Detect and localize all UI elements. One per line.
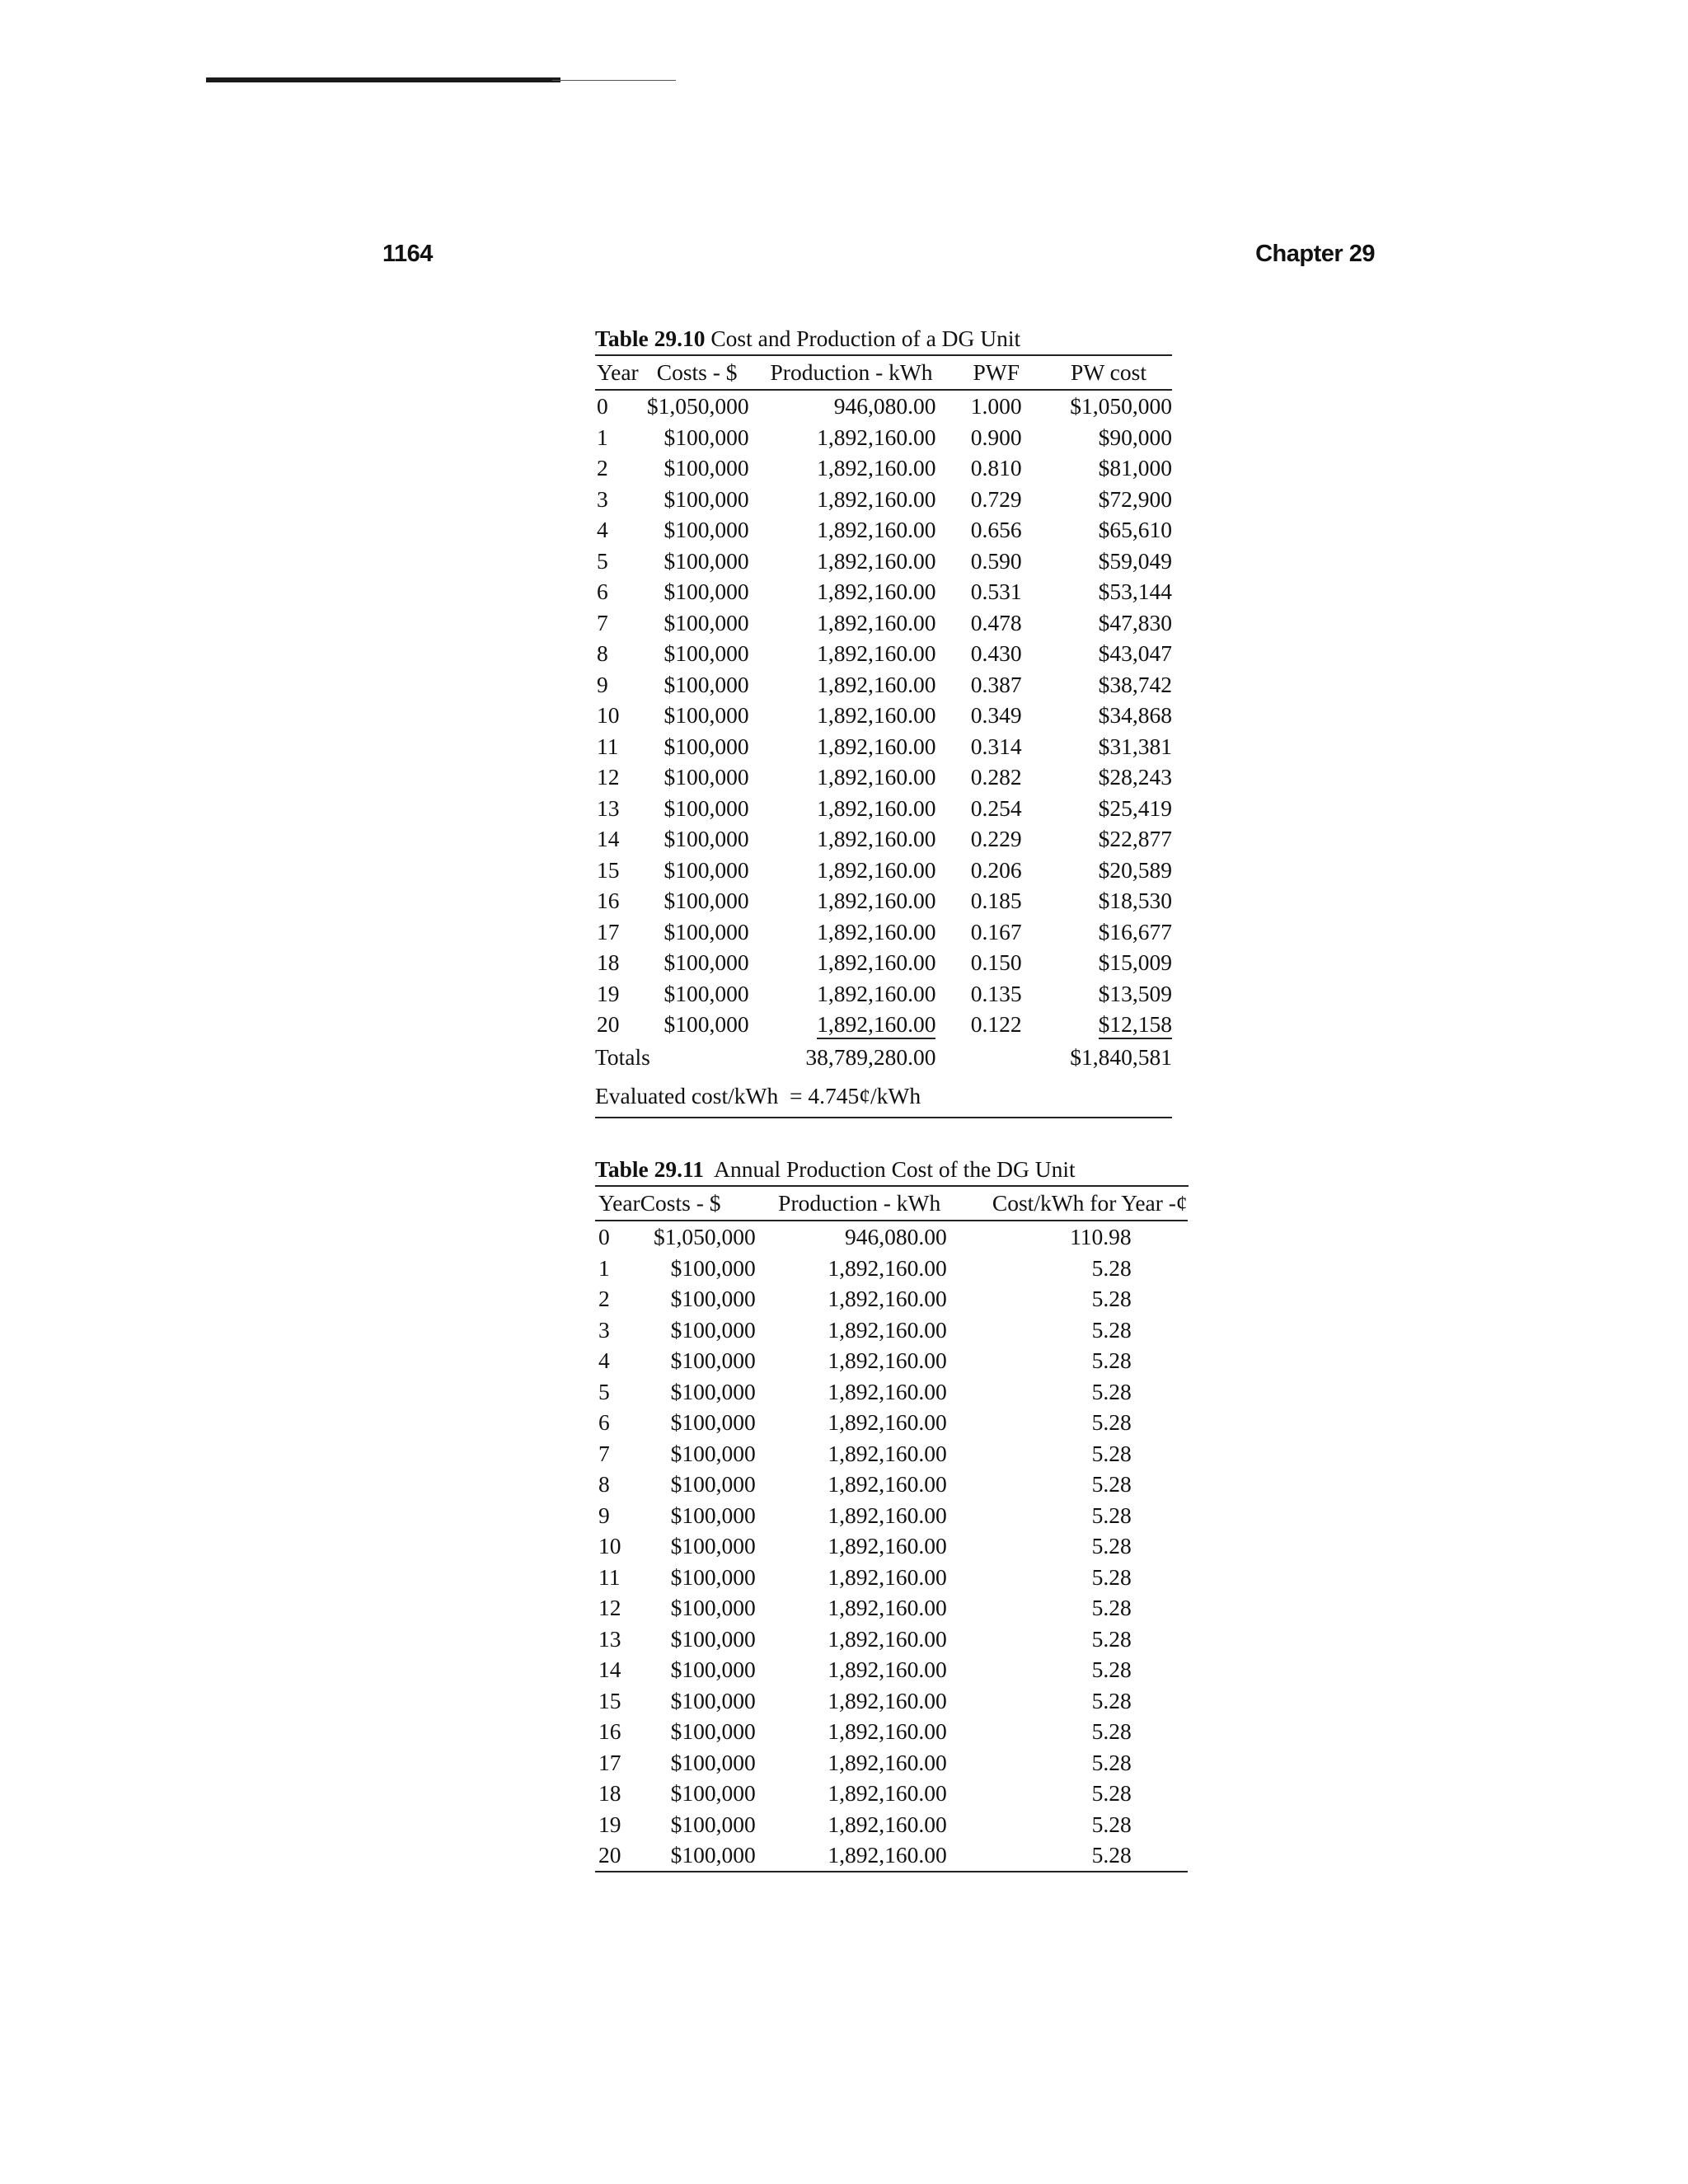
production-cell: 1,892,160.00	[828, 1780, 947, 1806]
costs-cell: $100,000	[663, 671, 749, 697]
year-cell: 15	[598, 1687, 621, 1713]
production-cell: 1,892,160.00	[828, 1625, 947, 1652]
table-row	[595, 916, 1172, 948]
table-row	[595, 793, 1172, 824]
table-row	[595, 1530, 1188, 1562]
pwf-cell: 0.349	[970, 702, 1022, 728]
year-cell: 2	[597, 455, 608, 480]
costs-cell: $100,000	[663, 517, 749, 542]
year-cell: 17	[597, 918, 620, 944]
year-cell: 14	[597, 826, 620, 851]
totals-label: Totals	[595, 1043, 650, 1070]
header-row	[595, 1187, 1188, 1221]
year-cell: 7	[597, 609, 608, 635]
year-cell: 6	[597, 579, 608, 604]
costs-cell: $100,000	[670, 1533, 756, 1558]
year-cell: 1	[598, 1254, 610, 1281]
totals-row	[595, 1040, 1172, 1073]
year-cell: 18	[597, 949, 620, 975]
year-cell: 9	[597, 671, 608, 697]
table-row	[595, 947, 1172, 978]
production-cell: 1,892,160.00	[828, 1749, 947, 1775]
pw-cost-cell: $1,050,000	[1070, 393, 1172, 419]
table-row	[595, 1253, 1188, 1284]
production-cell: 1,892,160.00	[817, 640, 936, 666]
cost-per-kwh-cell: 5.28	[1091, 1378, 1132, 1404]
production-cell: 1,892,160.00	[817, 517, 936, 542]
production-cell: 1,892,160.00	[828, 1657, 947, 1682]
production-cell: 1,892,160.00	[828, 1347, 947, 1373]
pwf-cell: 1.000	[970, 393, 1022, 419]
table-row	[595, 823, 1172, 855]
year-cell: 16	[598, 1718, 621, 1744]
costs-cell: $100,000	[663, 547, 749, 574]
production-cell: 1,892,160.00	[817, 609, 936, 635]
pw-cost-cell: $13,509	[1098, 980, 1172, 1006]
chapter-label: Chapter 29	[1255, 241, 1375, 267]
production-cell: 1,892,160.00	[817, 455, 936, 480]
table-row	[595, 1840, 1188, 1872]
year-cell: 15	[597, 856, 620, 883]
year-cell: 12	[598, 1595, 621, 1620]
year-cell: 19	[598, 1811, 621, 1837]
table-cost-production	[595, 323, 1172, 1118]
costs-cell: $100,000	[663, 794, 749, 821]
production-cell: 1,892,160.00	[828, 1378, 947, 1404]
year-cell: 7	[598, 1440, 610, 1466]
costs-cell: $100,000	[663, 856, 749, 883]
pwf-cell: 0.729	[970, 485, 1022, 512]
data-table	[595, 356, 1172, 1072]
table-title: Annual Production Cost of the DG Unit	[703, 1156, 1076, 1182]
table-row	[595, 1438, 1188, 1469]
cost-per-kwh-cell: 5.28	[1091, 1533, 1132, 1558]
table-row	[595, 1809, 1188, 1840]
year-cell: 3	[598, 1316, 610, 1343]
costs-cell: $100,000	[670, 1347, 756, 1373]
pwf-cell: 0.810	[970, 455, 1022, 480]
production-cell: 1,892,160.00	[828, 1687, 947, 1713]
table-annual-production-cost	[595, 1154, 1189, 1872]
year-cell: 11	[597, 733, 619, 759]
production-cell: 1,892,160.00	[817, 733, 936, 759]
costs-cell: $100,000	[663, 609, 749, 635]
pw-cost-cell: $15,009	[1098, 949, 1172, 975]
costs-cell: $100,000	[670, 1471, 756, 1497]
table-row	[595, 546, 1172, 577]
cost-per-kwh-cell: 5.28	[1091, 1811, 1132, 1837]
costs-cell: $100,000	[670, 1780, 756, 1806]
pw-cost-cell: $34,868	[1098, 702, 1172, 728]
column-header-cost-per-kwh: Cost/kWh for Year -¢	[992, 1190, 1188, 1216]
pwf-cell: 0.900	[970, 424, 1022, 450]
pw-cost-cell: $65,610	[1098, 517, 1172, 542]
pwf-cell: 0.282	[970, 764, 1022, 790]
pw-cost-cell: $31,381	[1098, 733, 1172, 759]
pw-cost-cell: $38,742	[1098, 671, 1172, 697]
pwf-cell: 0.229	[970, 826, 1022, 851]
header-row	[595, 356, 1172, 390]
table-title: Cost and Production of a DG Unit	[705, 326, 1021, 351]
costs-cell: $100,000	[670, 1657, 756, 1682]
pwf-cell: 0.387	[970, 671, 1022, 697]
production-cell: 1,892,160.00	[817, 1011, 935, 1039]
cost-per-kwh-cell: 5.28	[1091, 1347, 1132, 1373]
column-header-year: Year	[598, 1190, 640, 1216]
production-cell: 1,892,160.00	[817, 949, 936, 975]
table-row	[595, 1654, 1188, 1685]
evaluated-cost-text: Evaluated cost/kWh = 4.745¢/kWh	[595, 1083, 921, 1108]
year-cell: 16	[597, 888, 620, 913]
costs-cell: $100,000	[663, 888, 749, 913]
pw-cost-cell: $72,900	[1098, 485, 1172, 512]
production-cell: 1,892,160.00	[828, 1811, 947, 1837]
pw-cost-cell: $47,830	[1098, 609, 1172, 635]
year-cell: 12	[597, 764, 620, 790]
production-cell: 1,892,160.00	[817, 794, 936, 821]
table-row	[595, 390, 1172, 422]
table-row	[595, 576, 1172, 607]
costs-cell: $100,000	[663, 702, 749, 728]
production-cell: 1,892,160.00	[817, 980, 936, 1006]
table-row	[595, 484, 1172, 515]
pwf-cell: 0.206	[970, 856, 1022, 883]
pwf-cell: 0.590	[970, 547, 1022, 574]
table-row	[595, 1407, 1188, 1438]
table-row	[595, 422, 1172, 453]
cost-per-kwh-cell: 5.28	[1091, 1502, 1132, 1528]
pw-cost-cell: $16,677	[1098, 918, 1172, 944]
header-rule	[206, 77, 676, 82]
year-cell: 0	[597, 393, 608, 419]
production-cell: 1,892,160.00	[828, 1502, 947, 1528]
costs-cell: $100,000	[670, 1316, 756, 1343]
pwf-cell: 0.478	[970, 609, 1022, 635]
production-cell: 1,892,160.00	[817, 918, 936, 944]
production-cell: 1,892,160.00	[828, 1254, 947, 1281]
costs-cell: $100,000	[670, 1749, 756, 1775]
costs-cell: $100,000	[670, 1502, 756, 1528]
costs-cell: $100,000	[670, 1286, 756, 1311]
year-cell: 20	[598, 1842, 621, 1868]
cost-per-kwh-cell: 5.28	[1091, 1286, 1132, 1311]
pw-cost-cell: $20,589	[1098, 856, 1172, 883]
costs-cell: $1,050,000	[646, 393, 749, 419]
year-cell: 5	[597, 547, 608, 574]
pw-cost-cell: $12,158	[1099, 1011, 1172, 1039]
cost-per-kwh-cell: 5.28	[1091, 1780, 1132, 1806]
pw-cost-cell: $43,047	[1098, 640, 1172, 666]
costs-cell: $100,000	[663, 733, 749, 759]
cost-per-kwh-cell: 5.28	[1091, 1718, 1132, 1744]
cost-per-kwh-cell: 5.28	[1091, 1625, 1132, 1652]
table-row	[595, 1376, 1188, 1408]
production-cell: 1,892,160.00	[828, 1286, 947, 1311]
production-cell: 1,892,160.00	[828, 1533, 947, 1558]
table-row	[595, 1315, 1188, 1346]
cost-per-kwh-cell: 5.28	[1091, 1749, 1132, 1775]
evaluated-cost	[595, 1072, 1172, 1118]
costs-cell: $100,000	[663, 485, 749, 512]
table-row	[595, 452, 1172, 484]
table-caption	[595, 323, 1172, 356]
column-header-pwf: PWF	[973, 359, 1020, 385]
pwf-cell: 0.135	[970, 980, 1022, 1006]
costs-cell: $100,000	[670, 1595, 756, 1620]
costs-cell: $100,000	[670, 1842, 756, 1868]
table-row	[595, 1716, 1188, 1747]
table-row	[595, 1747, 1188, 1779]
costs-cell: $100,000	[670, 1811, 756, 1837]
production-cell: 1,892,160.00	[828, 1718, 947, 1744]
year-cell: 10	[597, 702, 620, 728]
pw-cost-cell: $53,144	[1098, 579, 1172, 604]
table-row	[595, 1009, 1172, 1040]
pw-cost-cell: $81,000	[1098, 455, 1172, 480]
production-cell: 1,892,160.00	[828, 1595, 947, 1620]
data-table	[595, 1187, 1188, 1872]
table-row	[595, 1283, 1188, 1315]
year-cell: 11	[598, 1563, 621, 1590]
production-cell: 1,892,160.00	[828, 1316, 947, 1343]
header-rule-thick	[206, 77, 560, 82]
table-row	[595, 607, 1172, 639]
production-cell: 1,892,160.00	[817, 856, 936, 883]
header-rule-thin	[552, 80, 676, 81]
production-cell: 1,892,160.00	[828, 1409, 947, 1435]
table-row	[595, 700, 1172, 731]
costs-cell: $100,000	[663, 424, 749, 450]
production-cell: 1,892,160.00	[828, 1563, 947, 1590]
totals-pw-cost: $1,840,581	[1070, 1043, 1172, 1070]
production-cell: 1,892,160.00	[817, 764, 936, 790]
table-row	[595, 1469, 1188, 1500]
table-caption	[595, 1154, 1189, 1187]
pw-cost-cell: $90,000	[1098, 424, 1172, 450]
year-cell: 6	[598, 1409, 610, 1435]
production-cell: 1,892,160.00	[817, 671, 936, 697]
column-header-production: Production - kWh	[770, 359, 933, 385]
year-cell: 19	[597, 980, 620, 1006]
production-cell: 1,892,160.00	[828, 1471, 947, 1497]
production-cell: 1,892,160.00	[817, 888, 936, 913]
table-row	[595, 669, 1172, 701]
table-row	[595, 1345, 1188, 1376]
column-header-costs: Costs - $	[640, 1190, 721, 1216]
pwf-cell: 0.656	[970, 517, 1022, 542]
production-cell: 1,892,160.00	[817, 424, 936, 450]
table-row	[595, 1592, 1188, 1624]
year-cell: 4	[598, 1347, 610, 1373]
year-cell: 2	[598, 1286, 610, 1311]
table-row	[595, 731, 1172, 762]
production-cell: 1,892,160.00	[817, 579, 936, 604]
table-body	[595, 390, 1172, 1040]
costs-cell: $100,000	[663, 455, 749, 480]
year-cell: 5	[598, 1378, 610, 1404]
year-cell: 0	[598, 1224, 610, 1249]
year-cell: 8	[597, 640, 608, 666]
cost-per-kwh-cell: 5.28	[1091, 1842, 1132, 1868]
cost-per-kwh-cell: 5.28	[1091, 1440, 1132, 1466]
table-row	[595, 1500, 1188, 1531]
costs-cell: $100,000	[670, 1625, 756, 1652]
column-header-costs: Costs - $	[656, 359, 738, 385]
table-row	[595, 1778, 1188, 1809]
costs-cell: $100,000	[663, 826, 749, 851]
year-cell: 13	[597, 794, 620, 821]
column-header-pw-cost: PW cost	[1071, 359, 1146, 385]
table-row	[595, 1685, 1188, 1717]
pwf-cell: 0.150	[970, 949, 1022, 975]
table-number: Table 29.11	[595, 1156, 704, 1182]
table-row	[595, 638, 1172, 669]
cost-per-kwh-cell: 5.28	[1091, 1687, 1132, 1713]
year-cell: 4	[597, 517, 608, 542]
table-row	[595, 762, 1172, 793]
totals-production: 38,789,280.00	[805, 1043, 936, 1070]
costs-cell: $100,000	[670, 1409, 756, 1435]
costs-cell: $100,000	[670, 1254, 756, 1281]
table-row	[595, 514, 1172, 546]
page-number: 1164	[382, 241, 433, 267]
production-cell: 1,892,160.00	[817, 547, 936, 574]
table-body	[595, 1221, 1188, 1872]
table-row	[595, 1221, 1188, 1253]
column-header-production: Production - kWh	[778, 1190, 941, 1216]
costs-cell: $100,000	[670, 1687, 756, 1713]
costs-cell: $100,000	[670, 1718, 756, 1744]
pw-cost-cell: $18,530	[1098, 888, 1172, 913]
year-cell: 17	[598, 1749, 621, 1775]
column-header-year: Year	[597, 359, 639, 385]
pw-cost-cell: $25,419	[1098, 794, 1172, 821]
year-cell: 20	[597, 1011, 620, 1037]
production-cell: 946,080.00	[844, 1224, 947, 1249]
pwf-cell: 0.314	[970, 733, 1022, 759]
year-cell: 14	[598, 1657, 621, 1682]
year-cell: 8	[598, 1471, 610, 1497]
production-cell: 1,892,160.00	[828, 1440, 947, 1466]
year-cell: 3	[597, 485, 608, 512]
production-cell: 1,892,160.00	[817, 485, 936, 512]
costs-cell: $1,050,000	[653, 1224, 756, 1249]
costs-cell: $100,000	[663, 764, 749, 790]
year-cell: 10	[598, 1533, 621, 1558]
costs-cell: $100,000	[663, 1011, 749, 1037]
pwf-cell: 0.167	[970, 918, 1022, 944]
cost-per-kwh-cell: 5.28	[1091, 1595, 1132, 1620]
costs-cell: $100,000	[663, 980, 749, 1006]
costs-cell: $100,000	[670, 1378, 756, 1404]
table-number: Table 29.10	[595, 326, 706, 351]
pwf-cell: 0.122	[970, 1011, 1022, 1037]
costs-cell: $100,000	[663, 949, 749, 975]
table-row	[595, 1624, 1188, 1655]
pw-cost-cell: $22,877	[1098, 826, 1172, 851]
pw-cost-cell: $28,243	[1098, 764, 1172, 790]
pwf-cell: 0.254	[970, 794, 1022, 821]
production-cell: 1,892,160.00	[817, 702, 936, 728]
cost-per-kwh-cell: 5.28	[1091, 1254, 1132, 1281]
costs-cell: $100,000	[663, 579, 749, 604]
costs-cell: $100,000	[663, 640, 749, 666]
cost-per-kwh-cell: 5.28	[1091, 1316, 1132, 1343]
cost-per-kwh-cell: 110.98	[1070, 1224, 1132, 1249]
cost-per-kwh-cell: 5.28	[1091, 1409, 1132, 1435]
table-row	[595, 978, 1172, 1010]
table-row	[595, 1562, 1188, 1593]
cost-per-kwh-cell: 5.28	[1091, 1657, 1132, 1682]
table-row	[595, 855, 1172, 886]
pwf-cell: 0.430	[970, 640, 1022, 666]
year-cell: 18	[598, 1780, 621, 1806]
costs-cell: $100,000	[670, 1563, 756, 1590]
year-cell: 13	[598, 1625, 621, 1652]
table-row	[595, 885, 1172, 916]
production-cell: 946,080.00	[833, 393, 936, 419]
pwf-cell: 0.531	[970, 579, 1022, 604]
production-cell: 1,892,160.00	[828, 1842, 947, 1868]
cost-per-kwh-cell: 5.28	[1091, 1471, 1132, 1497]
year-cell: 1	[597, 424, 608, 450]
year-cell: 9	[598, 1502, 610, 1528]
production-cell: 1,892,160.00	[817, 826, 936, 851]
costs-cell: $100,000	[663, 918, 749, 944]
pw-cost-cell: $59,049	[1098, 547, 1172, 574]
costs-cell: $100,000	[670, 1440, 756, 1466]
cost-per-kwh-cell: 5.28	[1091, 1563, 1132, 1590]
pwf-cell: 0.185	[970, 888, 1022, 913]
